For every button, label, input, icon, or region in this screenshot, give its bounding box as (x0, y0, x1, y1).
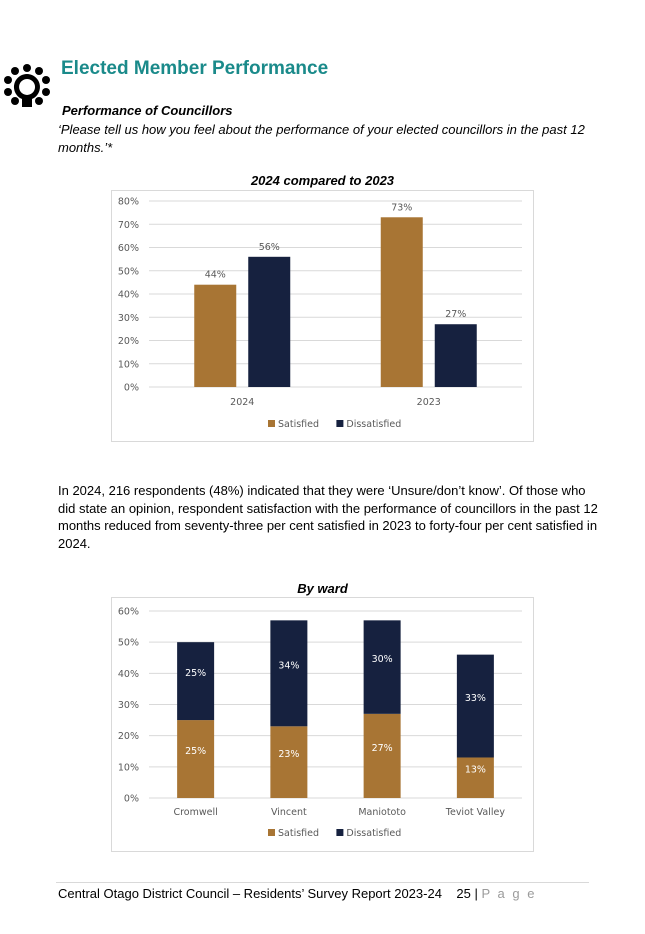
data-label: 25% (185, 668, 207, 680)
bar-dissatisfied (177, 642, 214, 720)
x-tick-label: 2023 (416, 397, 441, 408)
bar-satisfied (270, 726, 307, 798)
bar-satisfied (364, 714, 401, 798)
page-word: P a g e (481, 886, 537, 901)
y-tick-label: 50% (117, 266, 139, 278)
legend-entry: Dissatisfied (346, 419, 402, 430)
bar-dissatisfied (364, 620, 401, 714)
bar-satisfied (194, 285, 236, 387)
legend-swatch (268, 420, 275, 427)
legend-entry: Satisfied (278, 828, 320, 839)
x-tick-label: Vincent (270, 807, 307, 818)
survey-question: ‘Please tell us how you feel about the performance of your elected councillors in the past 12 months.’* (58, 122, 585, 155)
chart-by-ward (111, 597, 534, 852)
y-tick-label: 60% (117, 243, 139, 254)
body-paragraph: In 2024, 216 respondents (48%) indicated that they were ‘Unsure/don’t know’. Of those who did state an opinion, respondent satisfaction with the performance of councillors in the past 12 months reduced from seventy-three per cent satisfied in 2023 to forty-four per cent satisfied in 2024. (58, 483, 598, 551)
chart-comparison (111, 190, 534, 442)
legend-entry: Dissatisfied (346, 828, 402, 839)
y-tick-label: 80% (117, 196, 139, 208)
y-tick-label: 10% (117, 359, 139, 371)
data-label: 13% (464, 764, 486, 776)
bar-dissatisfied (270, 620, 307, 726)
chart-title-by-ward: By ward (297, 581, 348, 596)
y-tick-label: 30% (117, 700, 139, 711)
x-tick-label: Cromwell (173, 807, 218, 818)
y-tick-label: 40% (117, 668, 139, 680)
bar-dissatisfied (457, 655, 494, 758)
x-tick-label: 2024 (230, 397, 255, 408)
section-title: Elected Member Performance (61, 58, 329, 79)
chart-comparison-svg (112, 191, 533, 441)
data-label: 27% (371, 742, 393, 754)
data-label: 25% (185, 746, 207, 758)
legend-swatch (336, 829, 343, 836)
y-tick-label: 20% (117, 731, 139, 743)
footer-text: Central Otago District Council – Residents’ Survey Report 2023-24 (58, 886, 442, 901)
y-tick-label: 30% (117, 312, 139, 324)
bar-satisfied (177, 720, 214, 798)
data-label: 44% (204, 269, 226, 281)
council-chamber-icon (2, 62, 52, 108)
y-tick-label: 50% (117, 637, 139, 649)
data-label: 56% (258, 241, 280, 253)
x-tick-label: Teviot Valley (445, 807, 505, 818)
data-label: 23% (278, 749, 300, 761)
page-number: 25 (456, 886, 471, 901)
bar-dissatisfied (248, 257, 290, 387)
data-label: 34% (278, 660, 300, 672)
y-tick-label: 0% (123, 382, 139, 394)
legend-swatch (336, 420, 343, 427)
y-tick-label: 0% (123, 793, 139, 805)
footer-separator: | (474, 886, 478, 901)
y-tick-label: 60% (117, 606, 139, 618)
chart-by-ward-svg (112, 598, 533, 851)
data-label: 27% (445, 309, 467, 321)
chart-title-comparison: 2024 compared to 2023 (250, 173, 395, 188)
y-tick-label: 10% (117, 762, 139, 774)
legend-swatch (268, 829, 275, 836)
data-label: 73% (391, 202, 413, 214)
bar-satisfied (381, 217, 423, 387)
x-tick-label: Maniototo (358, 807, 406, 818)
bar-dissatisfied (435, 324, 477, 387)
footer-divider (56, 882, 589, 883)
y-tick-label: 20% (117, 336, 139, 347)
y-tick-label: 40% (117, 289, 139, 301)
legend-entry: Satisfied (278, 419, 320, 430)
bar-satisfied (457, 757, 494, 798)
y-tick-label: 70% (117, 219, 139, 231)
data-label: 33% (464, 693, 486, 705)
data-label: 30% (371, 654, 393, 666)
page-footer (58, 886, 536, 901)
sub-heading: Performance of Councillors (62, 103, 233, 118)
